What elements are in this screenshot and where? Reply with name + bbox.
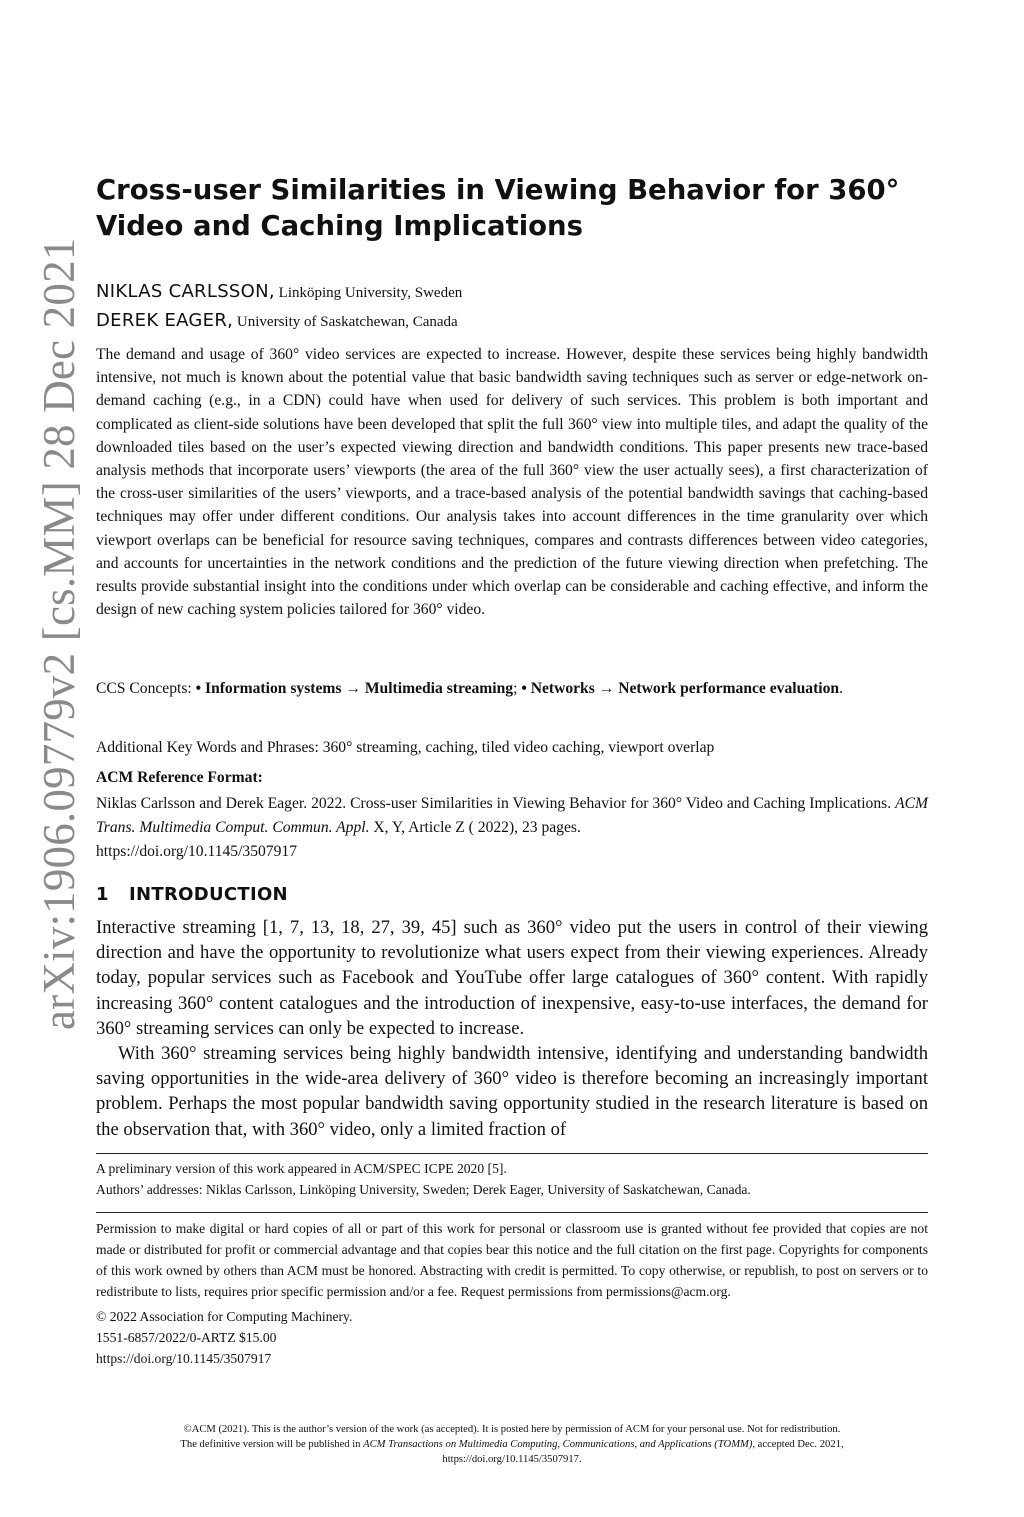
- footer-line: [96, 1437, 928, 1452]
- keywords: Additional Key Words and Phrases: 360° streaming, caching, tiled video caching, viewport overlap: [96, 739, 715, 756]
- issn-line: 1551-6857/2022/0-ARTZ $15.00: [96, 1330, 277, 1345]
- ccs-concept: Multimedia streaming: [364, 680, 514, 697]
- author-line: [96, 307, 462, 336]
- permission-notice: Permission to make digital or hard copies of all or part of this work for personal or classroom use is granted without fee provided that copies are not made or distributed for profit or commercial advantage and that copies bear this notice and the full citation on the first page. Copyrights for components of this work owned by others than ACM must be honored. Abstracting with credit is permitted. To copy otherwise, or republish, to post on servers or to redistribute to lists, requires prior specific permission and/or a fee. Request permissions from permissions@acm.org.: [96, 1221, 928, 1299]
- author-affiliation: University of Saskatchewan, Canada: [233, 314, 458, 330]
- ccs-arrow: →: [341, 680, 365, 697]
- footnote-prelim: A preliminary version of this work appeared in ACM/SPEC ICPE 2020 [5].: [96, 1161, 507, 1176]
- author-name: NIKLAS CARLSSON,: [96, 281, 275, 302]
- page-footer: [96, 1422, 928, 1467]
- ccs-separator: ;: [513, 680, 522, 697]
- copyright-line: © 2022 Association for Computing Machinery.: [96, 1309, 353, 1324]
- arxiv-stamp: arXiv:1906.09779v2 [cs.MM] 28 Dec 2021: [34, 237, 84, 1030]
- ccs-arrow: →: [594, 680, 619, 697]
- doi-link[interactable]: https://doi.org/10.1145/3507917: [96, 1351, 272, 1366]
- footer-text: The definitive version will be published in: [180, 1439, 364, 1450]
- footnote-addresses: Authors’ addresses: Niklas Carlsson, Linköping University, Sweden; Derek Eager, University of Saskatchewan, Canada.: [96, 1182, 751, 1197]
- ccs-concepts: [96, 677, 928, 700]
- paragraph: Interactive streaming [1, 7, 13, 18, 27, 39, 45] such as 360° video put the users in control of their viewing direction and have the opportunity to revolutionize what users expect from their viewing experiences. Already today, popular services such as Facebook and YouTube offer large catalogues of 360° content. With rapidly increasing 360° content catalogues and the introduction of inexpensive, easy-to-use interfaces, the demand for 360° streaming services can only be expected to increase.: [96, 917, 928, 1039]
- paper-title: Cross-user Similarities in Viewing Behavior for 360° Video and Caching Implications: [96, 174, 900, 242]
- ccs-end: .: [839, 680, 843, 697]
- footer-line: ©ACM (2021). This is the author’s version of the work (as accepted). It is posted here by permission of ACM for your personal use. Not for redistribution.: [183, 1424, 841, 1435]
- abstract: The demand and usage of 360° video services are expected to increase. However, despite these services being highly bandwidth intensive, not much is known about the potential value that basic bandwidth saving techniques such as server or edge-network on-demand caching (e.g., in a CDN) could have when used for delivery of such services. This problem is both important and complicated as client-side solutions have been developed that split the full 360° view into multiple tiles, and adapt the quality of the downloaded tiles based on the user’s expected viewing direction and bandwidth conditions. This paper presents new trace-based analysis methods that incorporate users’ viewports (the area of the full 360° view the user actually sees), a first characterization of the cross-user similarities of the users’ viewports, and a trace-based analysis of the potential bandwidth savings that caching-based techniques may offer under different conditions. Our analysis takes into account differences in the time granularity over which viewport overlaps can be beneficial for resource saving techniques, compares and contrasts differences between video categories, and accounts for uncertainties in the network conditions and the prediction of the future viewing direction when prefetching. The results provide substantial insight into the conditions under which overlap can be considerable and caching effective, and inform the design of new caching system policies tailored for 360° video.: [96, 346, 928, 619]
- ccs-concept: • Networks: [521, 680, 595, 697]
- author-affiliation: Linköping University, Sweden: [274, 285, 463, 301]
- author-name: DEREK EAGER,: [96, 310, 234, 331]
- section-heading: [96, 884, 288, 905]
- reference-text: X, Y, Article Z ( 2022), 23 pages.: [369, 819, 581, 836]
- reference-format: [96, 792, 928, 864]
- reference-heading: ACM Reference Format:: [96, 769, 263, 786]
- permission-divider: [96, 1212, 928, 1213]
- footer-text: , accepted Dec. 2021,: [752, 1439, 844, 1450]
- footnotes: [96, 1158, 928, 1200]
- section-number: 1: [96, 884, 109, 905]
- reference-text: Niklas Carlsson and Derek Eager. 2022. Cross-user Similarities in Viewing Behavior for 360° Video and Caching Implications.: [96, 795, 896, 812]
- footer-journal: ACM Transactions on Multimedia Computing, Communications, and Applications (TOMM): [363, 1439, 753, 1450]
- footer-doi-link[interactable]: https://doi.org/10.1145/3507917.: [442, 1454, 582, 1465]
- footnote-divider: [96, 1153, 928, 1154]
- permission-block: [96, 1218, 928, 1369]
- reference-doi-link[interactable]: https://doi.org/10.1145/3507917: [96, 843, 297, 860]
- author-list: [96, 278, 462, 336]
- ccs-concept: Network performance evaluation: [618, 680, 840, 697]
- paragraph: With 360° streaming services being highly bandwidth intensive, identifying and understanding bandwidth saving opportunities in the wide-area delivery of 360° video is therefore becoming an increasingly important problem. Perhaps the most popular bandwidth saving opportunity studied in the research literature is based on the observation that, with 360° video, only a limited fraction of: [96, 1043, 928, 1140]
- section-title: INTRODUCTION: [129, 884, 288, 905]
- reference-journal: ACM Trans. Multimedia Comput. Commun. Appl.: [96, 795, 928, 836]
- ccs-concept: • Information systems: [195, 680, 342, 697]
- intro-body: [96, 915, 928, 1142]
- ccs-prefix: CCS Concepts:: [96, 680, 196, 697]
- author-line: [96, 278, 462, 307]
